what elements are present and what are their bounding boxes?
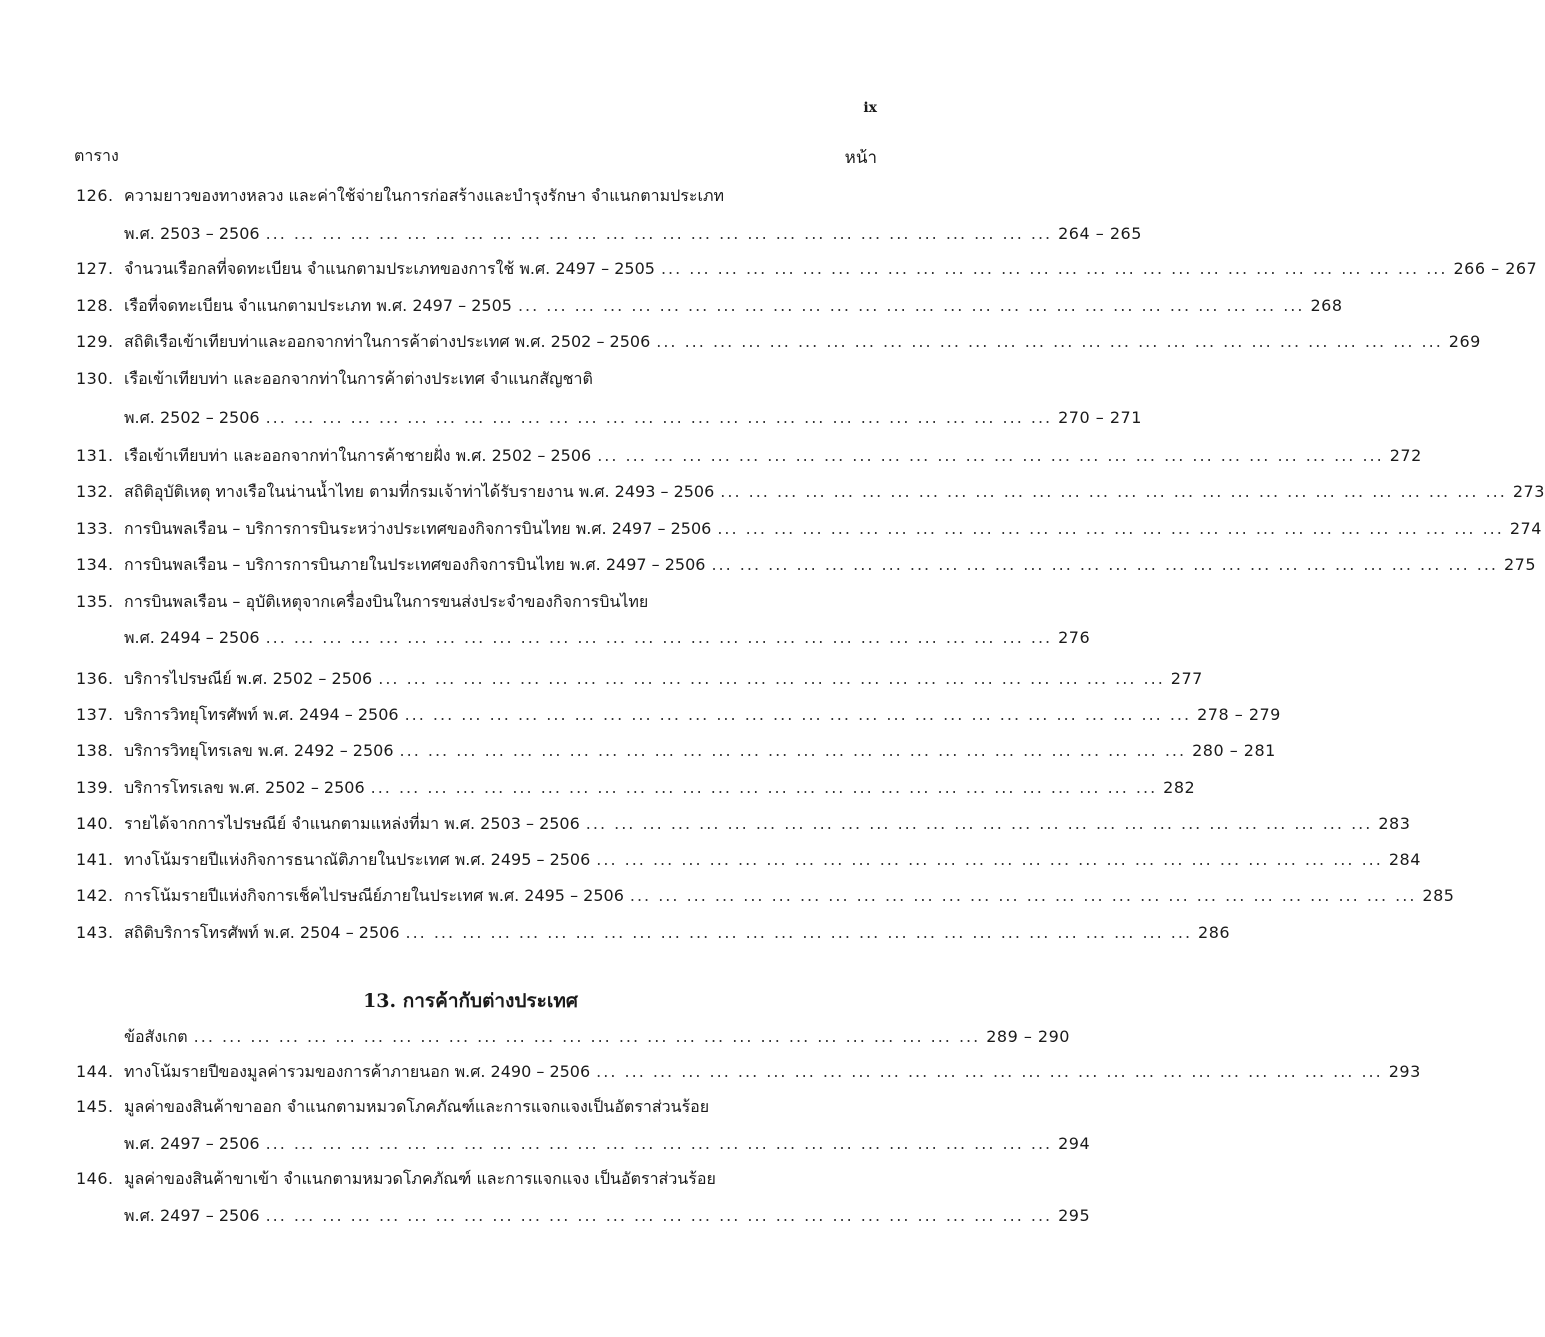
- entry-title: การโน้มรายปีแห่งกิจการเช็คไปรษณีย์ภายในประเทศ พ.ศ. 2495 – 2506: [124, 886, 624, 905]
- toc-entry[interactable]: [76, 705, 1281, 725]
- leader-dots: ... ... ... ... ... ... ... ... ... ... ... ... ... ... ... ... ... ... ... ... ... ... ... ... ... ... ... ...: [597, 446, 1384, 465]
- page-number: ix: [863, 100, 877, 116]
- toc-entry[interactable]: [76, 886, 1455, 906]
- toc-entry[interactable]: [76, 850, 1421, 870]
- entry-page: 294: [1058, 1134, 1091, 1153]
- leader-dots: ... ... ... ... ... ... ... ... ... ... ... ... ... ... ... ... ... ... ... ... ... ... ... ... ... ... ... ...: [265, 224, 1053, 243]
- entry-page: 266 – 267: [1453, 259, 1538, 278]
- section-heading: 13. การค้ากับต่างประเทศ: [363, 990, 578, 1012]
- entry-title: การบินพลเรือน – บริการการบินภายในประเทศของกิจการบินไทย พ.ศ. 2497 – 2506: [124, 555, 706, 574]
- leader-dots: ... ... ... ... ... ... ... ... ... ... ... ... ... ... ... ... ... ... ... ... ... ... ... ... ... ... ... ...: [660, 259, 1448, 278]
- entry-page: 280 – 281: [1192, 741, 1276, 760]
- entry-title: เรือเข้าเทียบท่า และออกจากท่าในการค้าชายฝั่ง พ.ศ. 2502 – 2506: [124, 446, 592, 465]
- entry-number: 131.: [76, 446, 114, 465]
- entry-number: 141.: [76, 850, 114, 869]
- leader-dots: ... ... ... ... ... ... ... ... ... ... ... ... ... ... ... ... ... ... ... ... ... ... ... ... ... ... ... ...: [720, 482, 1507, 501]
- entry-number: 136.: [76, 669, 114, 688]
- toc-entry[interactable]: [76, 628, 1091, 648]
- leader-dots: ... ... ... ... ... ... ... ... ... ... ... ... ... ... ... ... ... ... ... ... ... ... ... ... ... ... ... ...: [711, 555, 1498, 574]
- entry-page: 276: [1058, 628, 1091, 647]
- entry-page: 282: [1163, 778, 1196, 797]
- entry-title: เรือที่จดทะเบียน จำแนกตามประเภท พ.ศ. 2497 – 2505: [124, 296, 512, 315]
- entry-title-continued: พ.ศ. 2497 – 2506: [124, 1206, 260, 1225]
- entry-number: 137.: [76, 705, 114, 724]
- entry-title: ความยาวของทางหลวง และค่าใช้จ่ายในการก่อสร้างและบำรุงรักษา จำแนกตามประเภท: [124, 186, 725, 205]
- entry-number: 126.: [76, 186, 114, 205]
- entry-page: 264 – 265: [1058, 224, 1142, 243]
- toc-entry[interactable]: [76, 1062, 1421, 1082]
- leader-dots: ... ... ... ... ... ... ... ... ... ... ... ... ... ... ... ... ... ... ... ... ... ... ... ... ... ... ... ...: [265, 628, 1053, 647]
- toc-entry[interactable]: [76, 408, 1142, 428]
- toc-entry[interactable]: [76, 669, 1203, 689]
- leader-dots: ... ... ... ... ... ... ... ... ... ... ... ... ... ... ... ... ... ... ... ... ... ... ... ... ... ... ... ...: [378, 669, 1165, 688]
- entry-number: 135.: [76, 592, 114, 611]
- toc-entry[interactable]: [76, 186, 878, 206]
- entry-page: 270 – 271: [1058, 408, 1142, 427]
- entry-number: 143.: [76, 923, 114, 942]
- entry-title-continued: พ.ศ. 2502 – 2506: [124, 408, 260, 427]
- entry-page: 275: [1504, 555, 1537, 574]
- entry-title-continued: พ.ศ. 2494 – 2506: [124, 628, 260, 647]
- entry-page: 286: [1198, 923, 1231, 942]
- toc-entry[interactable]: [76, 778, 1196, 798]
- toc-entry[interactable]: [76, 332, 1481, 352]
- leader-dots: ... ... ... ... ... ... ... ... ... ... ... ... ... ... ... ... ... ... ... ... ... ... ... ... ... ... ... ...: [265, 1134, 1053, 1153]
- note-title: ข้อสังเกต: [124, 1027, 188, 1046]
- entry-page: 295: [1058, 1206, 1091, 1225]
- entry-number: 127.: [76, 259, 114, 278]
- entry-title-continued: พ.ศ. 2497 – 2506: [124, 1134, 260, 1153]
- toc-entry[interactable]: [76, 1134, 1091, 1154]
- entry-page: 269: [1448, 332, 1481, 351]
- entry-title: สถิติอุบัติเหตุ ทางเรือในน่านน้ำไทย ตามที่กรมเจ้าท่าได้รับรายงาน พ.ศ. 2493 – 2506: [124, 482, 715, 501]
- toc-entry[interactable]: [76, 1169, 878, 1189]
- leader-dots: ... ... ... ... ... ... ... ... ... ... ... ... ... ... ... ... ... ... ... ... ... ... ... ... ... ... ... ...: [265, 408, 1053, 427]
- entry-number: 134.: [76, 555, 114, 574]
- toc-entry[interactable]: [76, 814, 1411, 834]
- leader-dots: ... ... ... ... ... ... ... ... ... ... ... ... ... ... ... ... ... ... ... ... ... ... ... ... ... ... ... ...: [596, 1062, 1383, 1081]
- leader-dots: ... ... ... ... ... ... ... ... ... ... ... ... ... ... ... ... ... ... ... ... ... ... ... ... ... ... ... ...: [193, 1027, 981, 1046]
- leader-dots: ... ... ... ... ... ... ... ... ... ... ... ... ... ... ... ... ... ... ... ... ... ... ... ... ... ... ... ...: [585, 814, 1373, 833]
- toc-entry[interactable]: [76, 1206, 1091, 1226]
- note-page: 289 – 290: [986, 1027, 1070, 1046]
- entry-title: ทางโน้มรายปีของมูลค่ารวมของการค้าภายนอก พ.ศ. 2490 – 2506: [124, 1062, 591, 1081]
- entry-page: 273: [1512, 482, 1545, 501]
- leader-dots: ... ... ... ... ... ... ... ... ... ... ... ... ... ... ... ... ... ... ... ... ... ... ... ... ... ... ... ...: [717, 519, 1504, 538]
- entry-number: 139.: [76, 778, 114, 797]
- leader-dots: ... ... ... ... ... ... ... ... ... ... ... ... ... ... ... ... ... ... ... ... ... ... ... ... ... ... ... ...: [405, 923, 1193, 942]
- toc-entry[interactable]: [76, 259, 1538, 279]
- leader-dots: ... ... ... ... ... ... ... ... ... ... ... ... ... ... ... ... ... ... ... ... ... ... ... ... ... ... ... ...: [629, 886, 1417, 905]
- leader-dots: ... ... ... ... ... ... ... ... ... ... ... ... ... ... ... ... ... ... ... ... ... ... ... ... ... ... ... ...: [370, 778, 1158, 797]
- entry-number: 145.: [76, 1097, 114, 1116]
- entry-page: 293: [1388, 1062, 1421, 1081]
- entry-page: 278 – 279: [1197, 705, 1281, 724]
- entry-title: สถิติบริการโทรศัพท์ พ.ศ. 2504 – 2506: [124, 923, 400, 942]
- entry-title: เรือเข้าเทียบท่า และออกจากท่าในการค้าต่างประเทศ จำแนกสัญชาติ: [124, 369, 593, 388]
- entry-number: 130.: [76, 369, 114, 388]
- toc-entry[interactable]: [76, 923, 1231, 943]
- leader-dots: ... ... ... ... ... ... ... ... ... ... ... ... ... ... ... ... ... ... ... ... ... ... ... ... ... ... ... ...: [656, 332, 1443, 351]
- entry-number: 133.: [76, 519, 114, 538]
- entry-title: การบินพลเรือน – บริการการบินระหว่างประเทศของกิจการบินไทย พ.ศ. 2497 – 2506: [124, 519, 712, 538]
- toc-entry[interactable]: [76, 519, 1542, 539]
- leader-dots: ... ... ... ... ... ... ... ... ... ... ... ... ... ... ... ... ... ... ... ... ... ... ... ... ... ... ... ...: [404, 705, 1192, 724]
- entry-page: 283: [1378, 814, 1411, 833]
- entry-title: สถิติเรือเข้าเทียบท่าและออกจากท่าในการค้าต่างประเทศ พ.ศ. 2502 – 2506: [124, 332, 651, 351]
- toc-entry[interactable]: [76, 1097, 878, 1117]
- entry-title: รายได้จากการไปรษณีย์ จำแนกตามแหล่งที่มา พ.ศ. 2503 – 2506: [124, 814, 580, 833]
- toc-entry[interactable]: [76, 555, 1537, 575]
- entry-page: 268: [1310, 296, 1343, 315]
- entry-number: 132.: [76, 482, 114, 501]
- entry-title: บริการโทรเลข พ.ศ. 2502 – 2506: [124, 778, 365, 797]
- entry-number: 138.: [76, 741, 114, 760]
- toc-entry[interactable]: [76, 482, 1545, 502]
- entry-number: 140.: [76, 814, 114, 833]
- entry-title: บริการวิทยุโทรศัพท์ พ.ศ. 2494 – 2506: [124, 705, 399, 724]
- page-column-label: หน้า: [844, 148, 877, 168]
- toc-entry[interactable]: [76, 446, 1422, 466]
- entry-page: 284: [1388, 850, 1421, 869]
- leader-dots: ... ... ... ... ... ... ... ... ... ... ... ... ... ... ... ... ... ... ... ... ... ... ... ... ... ... ... ...: [399, 741, 1187, 760]
- entry-title: มูลค่าของสินค้าขาออก จำแนกตามหมวดโภคภัณฑ์และการแจกแจงเป็นอัตราส่วนร้อย: [124, 1097, 710, 1116]
- toc-entry[interactable]: [76, 592, 878, 612]
- entry-page: 277: [1170, 669, 1203, 688]
- entry-title: บริการไปรษณีย์ พ.ศ. 2502 – 2506: [124, 669, 373, 688]
- entry-title: ทางโน้มรายปีแห่งกิจการธนาณัติภายในประเทศ พ.ศ. 2495 – 2506: [124, 850, 591, 869]
- entry-title: มูลค่าของสินค้าขาเข้า จำแนกตามหมวดโภคภัณฑ์ และการแจกแจง เป็นอัตราส่วนร้อย: [124, 1169, 716, 1188]
- toc-entry[interactable]: [76, 296, 1343, 316]
- entry-title: จำนวนเรือกลที่จดทะเบียน จำแนกตามประเภทของการใช้ พ.ศ. 2497 – 2505: [124, 259, 655, 278]
- entry-page: 272: [1389, 446, 1422, 465]
- toc-entry[interactable]: [76, 369, 878, 389]
- entry-page: 285: [1422, 886, 1455, 905]
- entry-title-continued: พ.ศ. 2503 – 2506: [124, 224, 260, 243]
- leader-dots: ... ... ... ... ... ... ... ... ... ... ... ... ... ... ... ... ... ... ... ... ... ... ... ... ... ... ... ...: [517, 296, 1305, 315]
- table-column-label: ตาราง: [74, 146, 119, 165]
- entry-number: 129.: [76, 332, 114, 351]
- entry-number: 128.: [76, 296, 114, 315]
- toc-entry[interactable]: [76, 1027, 1070, 1047]
- entry-title: การบินพลเรือน – อุบัติเหตุจากเครื่องบินในการขนส่งประจำของกิจการบินไทย: [124, 592, 649, 611]
- entry-page: 274: [1509, 519, 1542, 538]
- entry-number: 142.: [76, 886, 114, 905]
- entry-number: 144.: [76, 1062, 114, 1081]
- toc-entry[interactable]: [76, 741, 1276, 761]
- entry-number: 146.: [76, 1169, 114, 1188]
- leader-dots: ... ... ... ... ... ... ... ... ... ... ... ... ... ... ... ... ... ... ... ... ... ... ... ... ... ... ... ...: [265, 1206, 1053, 1225]
- toc-entry[interactable]: [76, 224, 1142, 244]
- entry-title: บริการวิทยุโทรเลข พ.ศ. 2492 – 2506: [124, 741, 394, 760]
- leader-dots: ... ... ... ... ... ... ... ... ... ... ... ... ... ... ... ... ... ... ... ... ... ... ... ... ... ... ... ...: [596, 850, 1383, 869]
